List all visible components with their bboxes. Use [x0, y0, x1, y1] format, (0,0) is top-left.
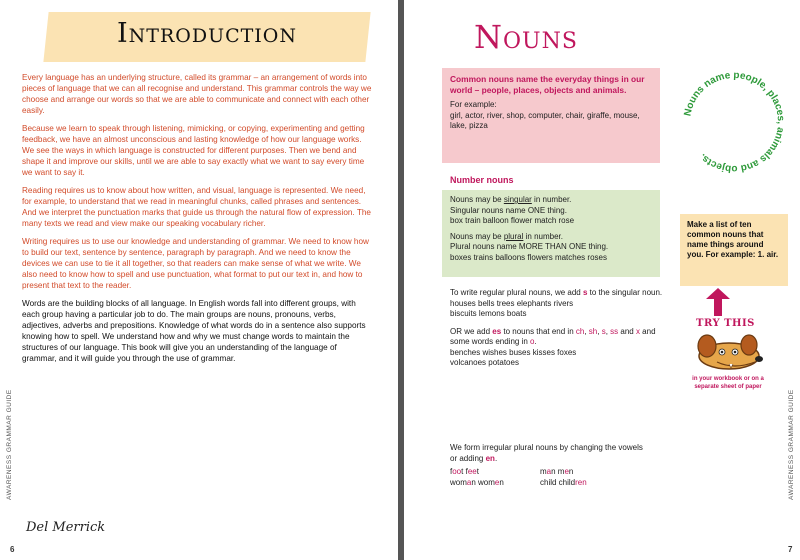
- page-number: 6: [10, 545, 15, 554]
- irregular-pair: man men: [540, 467, 574, 476]
- irregular-rule: We form irregular plural nouns by changing the vowels or adding en.: [450, 443, 643, 463]
- plural-examples: boxes trains balloons flowers matches roses: [450, 252, 607, 262]
- irregular-pair: foot feet: [450, 467, 479, 476]
- page-title: Introduction: [116, 18, 297, 49]
- irregular-pair-row: [450, 467, 650, 478]
- number-nouns-box: [442, 190, 660, 277]
- singular-definition: Singular nouns name ONE thing.: [450, 205, 567, 215]
- try-this-note: in your workbook or on a separate sheet of paper: [692, 376, 764, 390]
- author-signature: Del Merrick: [26, 520, 106, 535]
- es-examples: volcanoes potatoes: [450, 358, 519, 367]
- circular-caption: [676, 64, 792, 180]
- intro-paragraph: Because we learn to speak through listening, mimicking, or copying, experimenting and getting feedback, we have an almost unconscious and lasting knowledge of how our language works. We see the ways in which language is constructed for different purposes. Then we bend and shape it and improve our skills, until we are able to say exactly what we want to say every time we want to say it.: [22, 124, 365, 177]
- try-this-heading: TRY THIS: [696, 318, 755, 329]
- es-examples: benches wishes buses kisses foxes: [450, 347, 577, 357]
- plural-rules: [450, 288, 665, 376]
- irregular-plurals: [450, 443, 650, 488]
- up-arrow-icon: [706, 288, 730, 316]
- irregular-pair: child children: [540, 477, 587, 487]
- irregular-pair-row: [450, 478, 650, 489]
- svg-text:Nouns name people, places, ani: [682, 70, 786, 174]
- intro-paragraph: Reading requires us to know about how written, and visual, language is represented. We need, for example, to understand that we read in meaningful chunks, called phrases and sentences. And we interpret the punctuation marks that guide us through the natural flow of expression. The many texts we read and view make our speaking vocabulary richer.: [22, 186, 371, 228]
- section-heading: Number nouns: [450, 175, 514, 185]
- regular-examples: houses bells trees elephants rivers: [450, 298, 574, 308]
- plural-definition: Plural nouns name MORE THAN ONE thing.: [450, 242, 609, 251]
- intro-paragraph: Every language has an underlying structure, called its grammar – an arrangement of words into pieces of language that we can all recognise and understand. This grammar controls the way we choose and arrange our words so that we are able to communicate and connect with each other easily.: [22, 73, 372, 115]
- left-page: [0, 0, 398, 560]
- common-nouns-box: [442, 68, 660, 163]
- regular-rule: To write regular plural nouns, we add s to the singular noun.: [450, 288, 663, 297]
- regular-examples: biscuits lemons boats: [450, 309, 527, 318]
- es-rule: OR we add es to nouns that end in ch, sh, s, ss and x and some words ending in o.: [450, 326, 656, 346]
- intro-paragraph: Words are the building blocks of all language. In English words fall into different groups, with each group having a particular job to do. The main groups are nouns, pronouns, verbs, adjectives, adverbs and prepositions. Knowledge of what words do in a sentence also supports knowing how to spell. We understand how and why we must change words to maintain the structures of our language. This book will give you an understanding of the language of grammar, and it will guide you through the use of grammar.: [22, 299, 366, 363]
- intro-paragraph: Writing requires us to use our knowledge and understanding of grammar. We need to know how to build our text, sentence by sentence, paragraph by paragraph. And we need to know the devices we can use to tie it all together, so that readers can make sense of what we write. We also need to know how to spell and use punctuation, what format to put our text in, and how to present that text to the reader.: [22, 237, 369, 290]
- singular-examples: box train balloon flower match rose: [450, 216, 575, 225]
- singular-line: Nouns may be singular in number.: [450, 195, 572, 204]
- try-this-task: Make a list of ten common nouns that name things around you. For example: 1. air.: [680, 214, 788, 286]
- example-label: For example:: [450, 100, 497, 109]
- page-title: Nouns: [474, 18, 578, 56]
- intro-body: [22, 72, 372, 371]
- example-list: girl, actor, river, shop, computer, chair, giraffe, mouse, lake, pizza: [450, 110, 640, 130]
- circle-text: Nouns name people, places, animals and objects.: [682, 69, 787, 175]
- page-number: 7: [788, 545, 793, 554]
- spine-label: AWARENESS GRAMMAR GUIDE: [788, 389, 795, 500]
- spine-label: AWARENESS GRAMMAR GUIDE: [6, 389, 13, 500]
- dog-mascot-icon: [689, 330, 769, 374]
- common-nouns-definition: Common nouns name the everyday things in our world – people, places, objects and animals.: [450, 74, 645, 95]
- plural-line: Nouns may be plural in number.: [450, 231, 563, 241]
- irregular-pair: woman women: [450, 477, 504, 487]
- right-page: [404, 0, 800, 560]
